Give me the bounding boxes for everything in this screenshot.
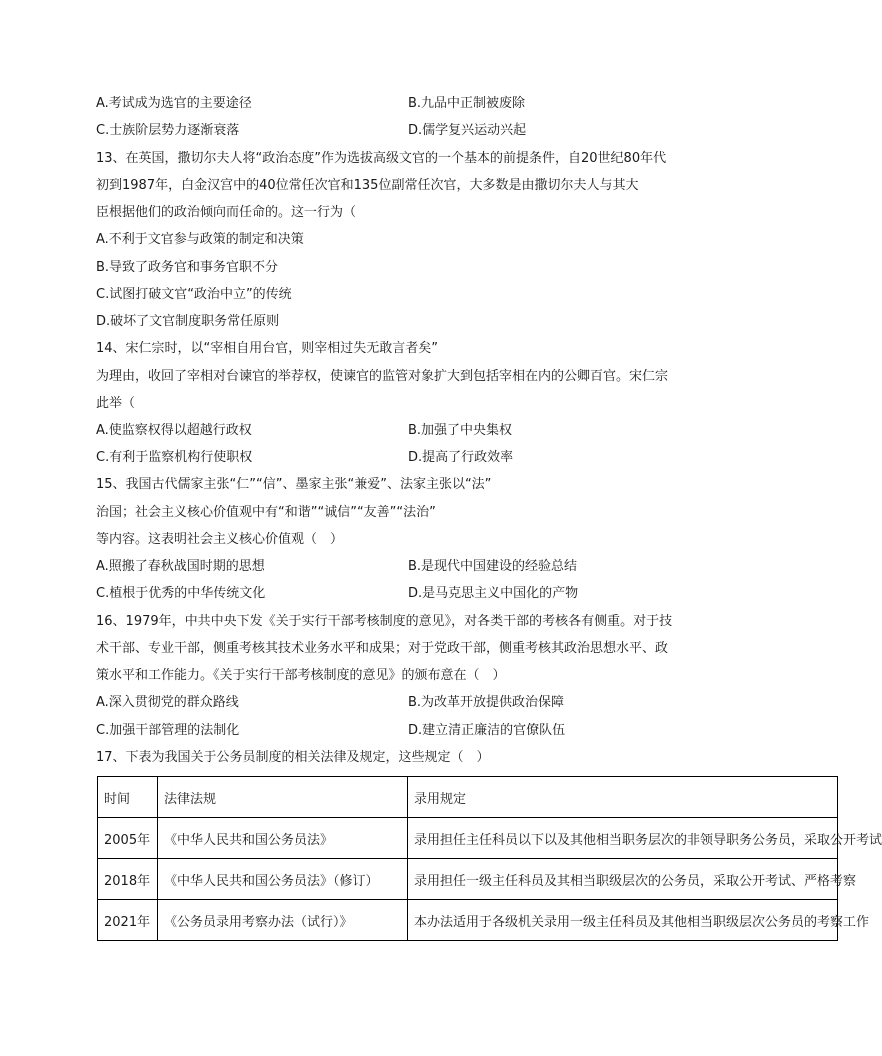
q14-stem-line3: 此举（ xyxy=(96,396,136,411)
q13-option-c: C.试图打破文官“政治中立”的传统 xyxy=(96,287,292,302)
q12-option-c: C.士族阶层势力逐渐衰落 xyxy=(96,123,240,138)
table-row xyxy=(98,818,838,859)
row1-time: 2005年 xyxy=(98,818,158,859)
q14-stem-line2: 为理由，收回了宰相对台谏官的举荐权，使谏官的监管对象扩大到包括宰相在内的公卿百官。宋仁宗 xyxy=(96,369,669,384)
row3-rule: 本办法适用于各级机关录用一级主任科员及其他相当职级层次公务员的考察工作 xyxy=(408,900,838,941)
row2-law: 《中华人民共和国公务员法》（修订） xyxy=(158,859,408,900)
q13-option-b: B.导致了政务官和事务官职不分 xyxy=(96,260,279,275)
q14-option-b: B.加强了中央集权 xyxy=(408,423,513,438)
q16-stem-line2: 术干部、专业干部，侧重考核其技术业务水平和成果；对于党政干部，侧重考核其政治思想水平、政 xyxy=(96,641,669,656)
q15-option-b: B.是现代中国建设的经验总结 xyxy=(408,559,578,574)
q12-option-a: A.考试成为选官的主要途径 xyxy=(96,96,252,111)
q14-option-d: D.提高了行政效率 xyxy=(408,450,514,465)
q17-law-table xyxy=(97,776,882,941)
q15-stem-line2: 治国；社会主义核心价值观中有“和谐”“诚信”“友善”“法治” xyxy=(96,505,436,520)
row1-rule: 录用担任主任科员以下以及其他相当职务层次的非领导职务公务员，采取公开考试 xyxy=(408,818,838,859)
row1-law: 《中华人民共和国公务员法》 xyxy=(158,818,408,859)
q14-option-c: C.有利于监察机构行使职权 xyxy=(96,450,253,465)
q16-stem-line3: 策水平和工作能力。《关于实行干部考核制度的意见》的颁布意在（ ） xyxy=(96,668,506,683)
header-law: 法律法规 xyxy=(158,777,408,818)
q16-option-a: A.深入贯彻党的群众路线 xyxy=(96,695,239,710)
row2-rule: 录用担任一级主任科员及其相当职级层次的公务员，采取公开考试、严格考察 xyxy=(408,859,838,900)
table-row xyxy=(98,859,838,900)
q15-stem-line1: 15、我国古代儒家主张“仁”“信”、墨家主张“兼爱”、法家主张以“法” xyxy=(96,477,492,492)
row3-time: 2021年 xyxy=(98,900,158,941)
header-time: 时间 xyxy=(98,777,158,818)
q13-stem-line2: 初到1987年，白金汉宫中的40位常任次官和135位副常任次官，大多数是由撒切尔夫人与其大 xyxy=(96,178,639,193)
q13-stem-line1: 13、在英国，撒切尔夫人将“政治态度”作为选拔高级文官的一个基本的前提条件，自20世纪80年代 xyxy=(96,151,667,166)
q16-option-d: D.建立清正廉洁的官僚队伍 xyxy=(408,723,566,738)
q15-option-c: C.植根于优秀的中华传统文化 xyxy=(96,586,266,601)
q13-stem-line3: 臣根据他们的政治倾向而任命的。这一行为（ xyxy=(96,205,357,220)
q13-option-a: A.不利于文官参与政策的制定和决策 xyxy=(96,232,304,247)
header-rule: 录用规定 xyxy=(408,777,838,818)
q15-option-d: D.是马克思主义中国化的产物 xyxy=(408,586,579,601)
q16-option-c: C.加强干部管理的法制化 xyxy=(96,723,240,738)
q15-stem-line3: 等内容。这表明社会主义核心价值观（ ） xyxy=(96,532,344,547)
row3-law: 《公务员录用考察办法（试行）》 xyxy=(158,900,408,941)
q12-option-b: B.九品中正制被废除 xyxy=(408,96,526,111)
q14-stem-line1: 14、宋仁宗时，以“宰相自用台官，则宰相过失无敢言者矣” xyxy=(96,341,439,356)
q14-option-a: A.使监察权得以超越行政权 xyxy=(96,423,252,438)
row2-time: 2018年 xyxy=(98,859,158,900)
table-header-row xyxy=(98,777,838,818)
q17-stem: 17、下表为我国关于公务员制度的相关法律及规定，这些规定（ ） xyxy=(96,750,490,765)
q15-option-a: A.照搬了春秋战国时期的思想 xyxy=(96,559,265,574)
table-row xyxy=(98,900,838,941)
q16-stem-line1: 16、1979年，中共中央下发《关于实行干部考核制度的意见》，对各类干部的考核各有侧重。对于技 xyxy=(96,614,673,629)
q13-option-d: D.破坏了文官制度职务常任原则 xyxy=(96,314,280,329)
q12-option-d: D.儒学复兴运动兴起 xyxy=(408,123,527,138)
q16-option-b: B.为改革开放提供政治保障 xyxy=(408,695,565,710)
